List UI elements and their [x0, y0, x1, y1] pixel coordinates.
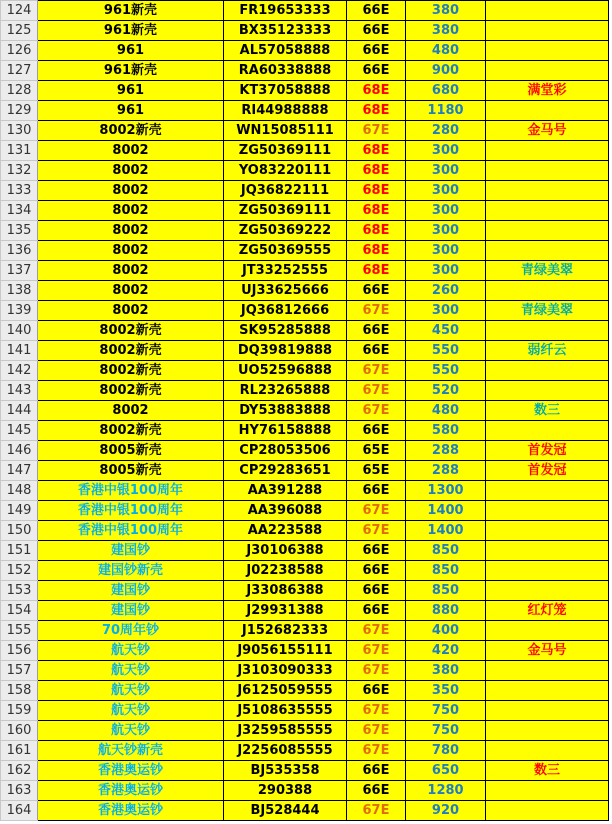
model-cell[interactable]: 8002新壳	[38, 361, 224, 381]
price-cell[interactable]: 550	[406, 361, 486, 381]
row-header[interactable]: 155	[1, 621, 38, 641]
grade-cell[interactable]: 68E	[347, 161, 406, 181]
serial-cell[interactable]: CP29283651	[224, 461, 347, 481]
grade-cell[interactable]: 68E	[347, 201, 406, 221]
serial-cell[interactable]: J3103090333	[224, 661, 347, 681]
serial-cell[interactable]: AA223588	[224, 521, 347, 541]
serial-cell[interactable]: AA391288	[224, 481, 347, 501]
serial-cell[interactable]: J29931388	[224, 601, 347, 621]
model-cell[interactable]: 961	[38, 41, 224, 61]
grade-cell[interactable]: 67E	[347, 621, 406, 641]
note-cell[interactable]	[486, 241, 609, 261]
serial-cell[interactable]: BX35123333	[224, 21, 347, 41]
model-cell[interactable]: 8002新壳	[38, 341, 224, 361]
model-cell[interactable]: 香港中银100周年	[38, 481, 224, 501]
grade-cell[interactable]: 66E	[347, 41, 406, 61]
row-header[interactable]: 132	[1, 161, 38, 181]
grade-cell[interactable]: 67E	[347, 641, 406, 661]
serial-cell[interactable]: J33086388	[224, 581, 347, 601]
grade-cell[interactable]: 67E	[347, 741, 406, 761]
grade-cell[interactable]: 68E	[347, 81, 406, 101]
table-row	[1, 81, 609, 101]
table-row	[1, 41, 609, 61]
model-cell[interactable]: 香港奥运钞	[38, 781, 224, 801]
grade-cell[interactable]: 68E	[347, 141, 406, 161]
serial-cell[interactable]: J152682333	[224, 621, 347, 641]
row-header[interactable]: 140	[1, 321, 38, 341]
grade-cell[interactable]: 66E	[347, 421, 406, 441]
row-header[interactable]: 160	[1, 721, 38, 741]
row-header[interactable]: 130	[1, 121, 38, 141]
model-cell[interactable]: 香港奥运钞	[38, 761, 224, 781]
table-row	[1, 561, 609, 581]
model-cell[interactable]: 航天钞	[38, 701, 224, 721]
price-cell[interactable]: 780	[406, 741, 486, 761]
row-header[interactable]: 126	[1, 41, 38, 61]
serial-cell[interactable]: J2256085555	[224, 741, 347, 761]
serial-cell[interactable]: ZG50369111	[224, 201, 347, 221]
table-row	[1, 761, 609, 781]
note-cell[interactable]	[486, 361, 609, 381]
grade-cell[interactable]: 66E	[347, 561, 406, 581]
model-cell[interactable]: 8002	[38, 401, 224, 421]
serial-cell[interactable]: 290388	[224, 781, 347, 801]
table-row	[1, 541, 609, 561]
table-row	[1, 441, 609, 461]
grade-cell[interactable]: 67E	[347, 401, 406, 421]
row-header[interactable]: 141	[1, 341, 38, 361]
row-header[interactable]: 154	[1, 601, 38, 621]
table-row	[1, 61, 609, 81]
price-cell[interactable]: 850	[406, 541, 486, 561]
note-cell[interactable]	[486, 781, 609, 801]
grade-cell[interactable]: 65E	[347, 441, 406, 461]
model-cell[interactable]: 建国钞	[38, 601, 224, 621]
table-row	[1, 381, 609, 401]
note-cell[interactable]	[486, 281, 609, 301]
grade-cell[interactable]: 66E	[347, 61, 406, 81]
note-cell[interactable]	[486, 741, 609, 761]
row-header[interactable]: 142	[1, 361, 38, 381]
price-cell[interactable]: 480	[406, 401, 486, 421]
row-header[interactable]: 162	[1, 761, 38, 781]
serial-cell[interactable]: BJ535358	[224, 761, 347, 781]
note-cell[interactable]	[486, 181, 609, 201]
row-header[interactable]: 146	[1, 441, 38, 461]
price-cell[interactable]: 380	[406, 21, 486, 41]
note-cell[interactable]	[486, 481, 609, 501]
serial-cell[interactable]: RA60338888	[224, 61, 347, 81]
model-cell[interactable]: 961	[38, 81, 224, 101]
grade-cell[interactable]: 66E	[347, 281, 406, 301]
grade-cell[interactable]: 66E	[347, 321, 406, 341]
table-row	[1, 161, 609, 181]
model-cell[interactable]: 8002	[38, 301, 224, 321]
row-header[interactable]: 156	[1, 641, 38, 661]
price-cell[interactable]: 650	[406, 761, 486, 781]
note-cell[interactable]: 首发冠	[486, 441, 609, 461]
model-cell[interactable]: 航天钞	[38, 641, 224, 661]
table-row	[1, 701, 609, 721]
note-cell[interactable]: 金马号	[486, 121, 609, 141]
note-cell[interactable]: 青绿美翠	[486, 301, 609, 321]
table-row	[1, 621, 609, 641]
serial-cell[interactable]: SK95285888	[224, 321, 347, 341]
row-header[interactable]: 128	[1, 81, 38, 101]
row-header[interactable]: 147	[1, 461, 38, 481]
price-cell[interactable]: 260	[406, 281, 486, 301]
row-header[interactable]: 143	[1, 381, 38, 401]
model-cell[interactable]: 8002新壳	[38, 421, 224, 441]
serial-cell[interactable]: HY76158888	[224, 421, 347, 441]
note-cell[interactable]	[486, 661, 609, 681]
serial-cell[interactable]: JT33252555	[224, 261, 347, 281]
price-cell[interactable]: 480	[406, 41, 486, 61]
model-cell[interactable]: 961新壳	[38, 61, 224, 81]
row-header[interactable]: 163	[1, 781, 38, 801]
model-cell[interactable]: 961	[38, 101, 224, 121]
table-row	[1, 641, 609, 661]
note-cell[interactable]	[486, 681, 609, 701]
grade-cell[interactable]: 68E	[347, 241, 406, 261]
row-header[interactable]: 125	[1, 21, 38, 41]
row-header[interactable]: 151	[1, 541, 38, 561]
table-row	[1, 321, 609, 341]
note-cell[interactable]	[486, 141, 609, 161]
table-row	[1, 781, 609, 801]
model-cell[interactable]: 8005新壳	[38, 461, 224, 481]
price-cell[interactable]: 300	[406, 261, 486, 281]
price-cell[interactable]: 1400	[406, 501, 486, 521]
model-cell[interactable]: 961新壳	[38, 21, 224, 41]
model-cell[interactable]: 建国钞新壳	[38, 561, 224, 581]
price-cell[interactable]: 520	[406, 381, 486, 401]
model-cell[interactable]: 8002	[38, 161, 224, 181]
price-cell[interactable]: 300	[406, 141, 486, 161]
note-cell[interactable]	[486, 221, 609, 241]
model-cell[interactable]: 8005新壳	[38, 441, 224, 461]
grade-cell[interactable]: 67E	[347, 661, 406, 681]
table-row	[1, 141, 609, 161]
table-row	[1, 581, 609, 601]
row-header[interactable]: 129	[1, 101, 38, 121]
row-header[interactable]: 153	[1, 581, 38, 601]
price-cell[interactable]: 450	[406, 321, 486, 341]
price-cell[interactable]: 580	[406, 421, 486, 441]
table-row	[1, 201, 609, 221]
row-header[interactable]: 148	[1, 481, 38, 501]
model-cell[interactable]: 香港奥运钞	[38, 801, 224, 821]
price-cell[interactable]: 300	[406, 221, 486, 241]
model-cell[interactable]: 8002	[38, 221, 224, 241]
row-header[interactable]: 161	[1, 741, 38, 761]
grade-cell[interactable]: 67E	[347, 381, 406, 401]
price-cell[interactable]: 280	[406, 121, 486, 141]
model-cell[interactable]: 香港中银100周年	[38, 501, 224, 521]
price-cell[interactable]: 900	[406, 61, 486, 81]
model-cell[interactable]: 建国钞	[38, 541, 224, 561]
price-cell[interactable]: 880	[406, 601, 486, 621]
model-cell[interactable]: 8002新壳	[38, 381, 224, 401]
table-row	[1, 181, 609, 201]
grade-cell[interactable]: 67E	[347, 301, 406, 321]
row-header[interactable]: 157	[1, 661, 38, 681]
model-cell[interactable]: 航天钞	[38, 681, 224, 701]
row-header[interactable]: 158	[1, 681, 38, 701]
grade-cell[interactable]: 66E	[347, 1, 406, 21]
price-cell[interactable]: 300	[406, 161, 486, 181]
grade-cell[interactable]: 66E	[347, 781, 406, 801]
price-cell[interactable]: 1180	[406, 101, 486, 121]
row-header[interactable]: 144	[1, 401, 38, 421]
serial-cell[interactable]: J5108635555	[224, 701, 347, 721]
table-row	[1, 241, 609, 261]
row-header[interactable]: 131	[1, 141, 38, 161]
note-cell[interactable]	[486, 561, 609, 581]
table-row	[1, 221, 609, 241]
grade-cell[interactable]: 67E	[347, 501, 406, 521]
note-cell[interactable]	[486, 381, 609, 401]
row-header[interactable]: 137	[1, 261, 38, 281]
model-cell[interactable]: 8002	[38, 281, 224, 301]
price-cell[interactable]: 920	[406, 801, 486, 821]
price-cell[interactable]: 380	[406, 1, 486, 21]
grade-cell[interactable]: 67E	[347, 801, 406, 821]
grade-cell[interactable]: 68E	[347, 181, 406, 201]
note-cell[interactable]	[486, 581, 609, 601]
note-cell[interactable]	[486, 721, 609, 741]
model-cell[interactable]: 8002	[38, 241, 224, 261]
price-cell[interactable]: 680	[406, 81, 486, 101]
grade-cell[interactable]: 68E	[347, 101, 406, 121]
serial-cell[interactable]: AL57058888	[224, 41, 347, 61]
model-cell[interactable]: 8002	[38, 141, 224, 161]
model-cell[interactable]: 8002新壳	[38, 121, 224, 141]
row-header[interactable]: 138	[1, 281, 38, 301]
table-row	[1, 481, 609, 501]
row-header[interactable]: 159	[1, 701, 38, 721]
note-cell[interactable]	[486, 521, 609, 541]
table-row	[1, 361, 609, 381]
row-header[interactable]: 152	[1, 561, 38, 581]
model-cell[interactable]: 8002	[38, 261, 224, 281]
row-header[interactable]: 133	[1, 181, 38, 201]
grade-cell[interactable]: 66E	[347, 581, 406, 601]
serial-cell[interactable]: JQ36812666	[224, 301, 347, 321]
note-cell[interactable]	[486, 21, 609, 41]
note-cell[interactable]: 弱纤云	[486, 341, 609, 361]
serial-cell[interactable]: J9056155111	[224, 641, 347, 661]
price-cell[interactable]: 300	[406, 241, 486, 261]
serial-cell[interactable]: J30106388	[224, 541, 347, 561]
serial-cell[interactable]: DQ39819888	[224, 341, 347, 361]
model-cell[interactable]: 航天钞新壳	[38, 741, 224, 761]
table-row	[1, 521, 609, 541]
row-header[interactable]: 124	[1, 1, 38, 21]
grade-cell[interactable]: 68E	[347, 261, 406, 281]
table-row	[1, 21, 609, 41]
serial-cell[interactable]: ZG50369222	[224, 221, 347, 241]
model-cell[interactable]: 航天钞	[38, 721, 224, 741]
note-cell[interactable]	[486, 801, 609, 821]
table-row	[1, 661, 609, 681]
table-row	[1, 721, 609, 741]
serial-cell[interactable]: UO52596888	[224, 361, 347, 381]
note-cell[interactable]	[486, 501, 609, 521]
model-cell[interactable]: 建国钞	[38, 581, 224, 601]
price-cell[interactable]: 1300	[406, 481, 486, 501]
serial-cell[interactable]: J3259585555	[224, 721, 347, 741]
serial-cell[interactable]: BJ528444	[224, 801, 347, 821]
row-header[interactable]: 150	[1, 521, 38, 541]
grade-cell[interactable]: 67E	[347, 721, 406, 741]
table-row	[1, 601, 609, 621]
table-row	[1, 801, 609, 821]
grade-cell[interactable]: 67E	[347, 521, 406, 541]
serial-cell[interactable]: ZG50369111	[224, 141, 347, 161]
note-cell[interactable]	[486, 61, 609, 81]
table-row	[1, 401, 609, 421]
serial-cell[interactable]: WN15085111	[224, 121, 347, 141]
serial-cell[interactable]: J02238588	[224, 561, 347, 581]
price-cell[interactable]: 300	[406, 301, 486, 321]
note-cell[interactable]: 金马号	[486, 641, 609, 661]
note-cell[interactable]: 青绿美翠	[486, 261, 609, 281]
table-row	[1, 681, 609, 701]
note-cell[interactable]	[486, 201, 609, 221]
price-cell[interactable]: 750	[406, 721, 486, 741]
price-cell[interactable]: 288	[406, 441, 486, 461]
model-cell[interactable]: 8002	[38, 181, 224, 201]
price-cell[interactable]: 550	[406, 341, 486, 361]
serial-cell[interactable]: FR19653333	[224, 1, 347, 21]
grade-cell[interactable]: 67E	[347, 361, 406, 381]
grade-cell[interactable]: 65E	[347, 461, 406, 481]
row-header[interactable]: 127	[1, 61, 38, 81]
model-cell[interactable]: 8002新壳	[38, 321, 224, 341]
note-cell[interactable]	[486, 161, 609, 181]
row-header[interactable]: 145	[1, 421, 38, 441]
grade-cell[interactable]: 66E	[347, 481, 406, 501]
note-cell[interactable]	[486, 101, 609, 121]
sheet-body	[1, 1, 609, 821]
note-cell[interactable]: 数三	[486, 401, 609, 421]
row-header[interactable]: 149	[1, 501, 38, 521]
grade-cell[interactable]: 67E	[347, 701, 406, 721]
note-cell[interactable]: 数三	[486, 761, 609, 781]
table-row	[1, 461, 609, 481]
table-row	[1, 341, 609, 361]
price-cell[interactable]: 300	[406, 181, 486, 201]
row-header[interactable]: 134	[1, 201, 38, 221]
model-cell[interactable]: 香港中银100周年	[38, 521, 224, 541]
grade-cell[interactable]: 66E	[347, 601, 406, 621]
price-cell[interactable]: 1400	[406, 521, 486, 541]
row-header[interactable]: 136	[1, 241, 38, 261]
price-cell[interactable]: 850	[406, 561, 486, 581]
note-cell[interactable]: 红灯笼	[486, 601, 609, 621]
serial-cell[interactable]: CP28053506	[224, 441, 347, 461]
price-cell[interactable]: 380	[406, 661, 486, 681]
note-cell[interactable]	[486, 1, 609, 21]
table-row	[1, 281, 609, 301]
table-row	[1, 501, 609, 521]
price-cell[interactable]: 400	[406, 621, 486, 641]
note-cell[interactable]	[486, 41, 609, 61]
price-cell[interactable]: 350	[406, 681, 486, 701]
table-row	[1, 421, 609, 441]
price-cell[interactable]: 300	[406, 201, 486, 221]
serial-cell[interactable]: AA396088	[224, 501, 347, 521]
note-cell[interactable]	[486, 541, 609, 561]
serial-cell[interactable]: KT37058888	[224, 81, 347, 101]
grade-cell[interactable]: 66E	[347, 761, 406, 781]
model-cell[interactable]: 8002	[38, 201, 224, 221]
grade-cell[interactable]: 66E	[347, 541, 406, 561]
model-cell[interactable]: 航天钞	[38, 661, 224, 681]
grade-cell[interactable]: 67E	[347, 121, 406, 141]
serial-cell[interactable]: RI44988888	[224, 101, 347, 121]
price-cell[interactable]: 850	[406, 581, 486, 601]
serial-cell[interactable]: J6125059555	[224, 681, 347, 701]
serial-cell[interactable]: YO83220111	[224, 161, 347, 181]
row-header[interactable]: 139	[1, 301, 38, 321]
serial-cell[interactable]: ZG50369555	[224, 241, 347, 261]
note-cell[interactable]	[486, 421, 609, 441]
row-header[interactable]: 164	[1, 801, 38, 821]
note-cell[interactable]	[486, 321, 609, 341]
serial-cell[interactable]: UJ33625666	[224, 281, 347, 301]
note-cell[interactable]: 首发冠	[486, 461, 609, 481]
table-row	[1, 101, 609, 121]
note-cell[interactable]	[486, 701, 609, 721]
model-cell[interactable]: 70周年钞	[38, 621, 224, 641]
price-cell[interactable]: 288	[406, 461, 486, 481]
grade-cell[interactable]: 66E	[347, 21, 406, 41]
serial-cell[interactable]: DY53883888	[224, 401, 347, 421]
table-row	[1, 261, 609, 281]
row-header[interactable]: 135	[1, 221, 38, 241]
grade-cell[interactable]: 66E	[347, 341, 406, 361]
note-cell[interactable]	[486, 621, 609, 641]
table-row	[1, 121, 609, 141]
grade-cell[interactable]: 68E	[347, 221, 406, 241]
price-cell[interactable]: 1280	[406, 781, 486, 801]
note-cell[interactable]: 满堂彩	[486, 81, 609, 101]
table-row	[1, 741, 609, 761]
price-cell[interactable]: 420	[406, 641, 486, 661]
grade-cell[interactable]: 66E	[347, 681, 406, 701]
price-cell[interactable]: 750	[406, 701, 486, 721]
table-row	[1, 301, 609, 321]
serial-cell[interactable]: JQ36822111	[224, 181, 347, 201]
model-cell[interactable]: 961新壳	[38, 1, 224, 21]
serial-cell[interactable]: RL23265888	[224, 381, 347, 401]
table-row	[1, 1, 609, 21]
